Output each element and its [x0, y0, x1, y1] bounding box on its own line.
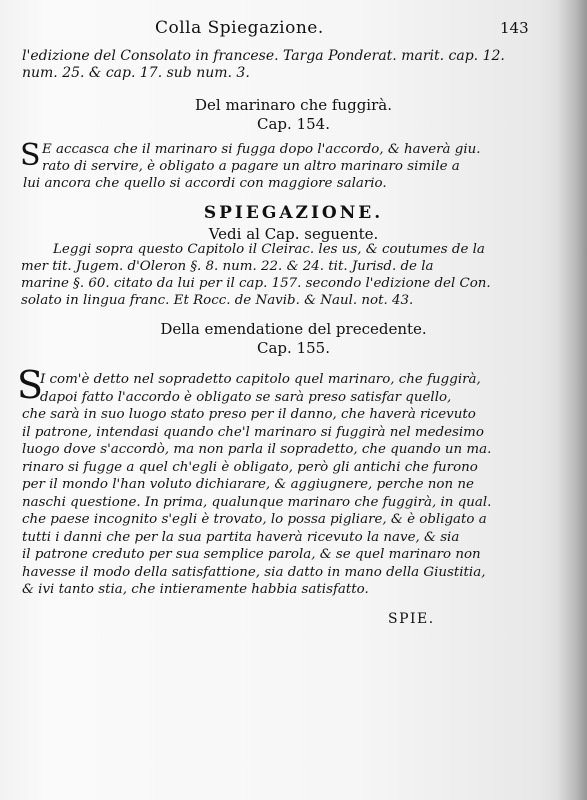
text-line: dapoi fatto l'accordo è obligato se sarà preso satisfar quello,: [40, 389, 452, 405]
text-line: rinaro si fugge a quel ch'egli è obligato, però gli antichi che furono: [22, 459, 478, 475]
text-line: tutti i danni che per la sua partita haverà ricevuto la nave, & sia: [22, 529, 460, 545]
text-line: lui ancora che quello si accordi con maggiore salario.: [23, 176, 387, 191]
drop-cap: S: [20, 138, 41, 173]
text-line: solato in lingua franc. Et Rocc. de Navib. & Naul. not. 43.: [21, 293, 414, 308]
text-line: naschi questione. In prima, qualunque marinaro che fuggirà, in qual.: [22, 494, 492, 510]
text-line: il patrone creduto per sua semplice parola, & se quel marinaro non: [22, 547, 481, 562]
text-line: luogo dove s'accordò, ma non parla il sopradetto, che quando un ma.: [22, 442, 492, 457]
section-title: Del marinaro che fuggirà.: [195, 96, 392, 114]
spiegazione-title: SPIEGAZIONE.: [203, 203, 384, 223]
page-number: 143: [500, 19, 529, 37]
text-line: E accasca che il marinaro si fugga dopo l'accordo, & haverà giu.: [42, 142, 481, 157]
catchword: SPIE.: [388, 611, 435, 627]
text-line: Leggi sopra questo Capitolo il Cleirac. les us, & coutumes de la: [53, 242, 485, 257]
text-line: mer tit. Jugem. d'Oleron §. 8. num. 22. & 24. tit. Jurisd. de la: [21, 259, 434, 274]
drop-cap: S: [17, 363, 44, 407]
text-line: rato di servire, è obligato a pagare un altro marinaro simile a: [42, 159, 460, 174]
text-line: havesse il modo della satisfattione, sia datto in mano della Giustitia,: [22, 564, 486, 580]
chapter-number: Cap. 155.: [257, 339, 330, 357]
section-title: Della emendatione del precedente.: [160, 320, 427, 338]
page-header: [0, 18, 587, 42]
text-line: che sarà in suo luogo stato preso per il danno, che haverà ricevuto: [22, 407, 476, 422]
text-line: il patrone, intendasi quando che'l marinaro si fuggirà nel medesimo: [22, 424, 484, 440]
text-line: marine §. 60. citato da lui per il cap. 157. secondo l'edizione del Con.: [21, 276, 491, 291]
text-line: che paese incognito s'egli è trovato, lo possa pigliare, & è obligato a: [22, 512, 487, 527]
text-line: num. 25. & cap. 17. sub num. 3.: [22, 65, 250, 81]
chapter-number: Cap. 154.: [257, 115, 330, 133]
text-line: l'edizione del Consolato in francese. Targa Ponderat. marit. cap. 12.: [22, 48, 505, 64]
text-line: & ivi tanto stia, che intieramente habbia satisfatto.: [22, 582, 369, 597]
spiegazione-subtitle: Vedi al Cap. seguente.: [208, 225, 379, 243]
running-title: Colla Spiegazione.: [155, 18, 324, 38]
text-line: I com'è detto nel sopradetto capitolo quel marinaro, che fuggirà,: [40, 372, 481, 387]
text-line: per il mondo l'han voluto dichiarare, & aggiugnere, perche non ne: [22, 477, 474, 492]
